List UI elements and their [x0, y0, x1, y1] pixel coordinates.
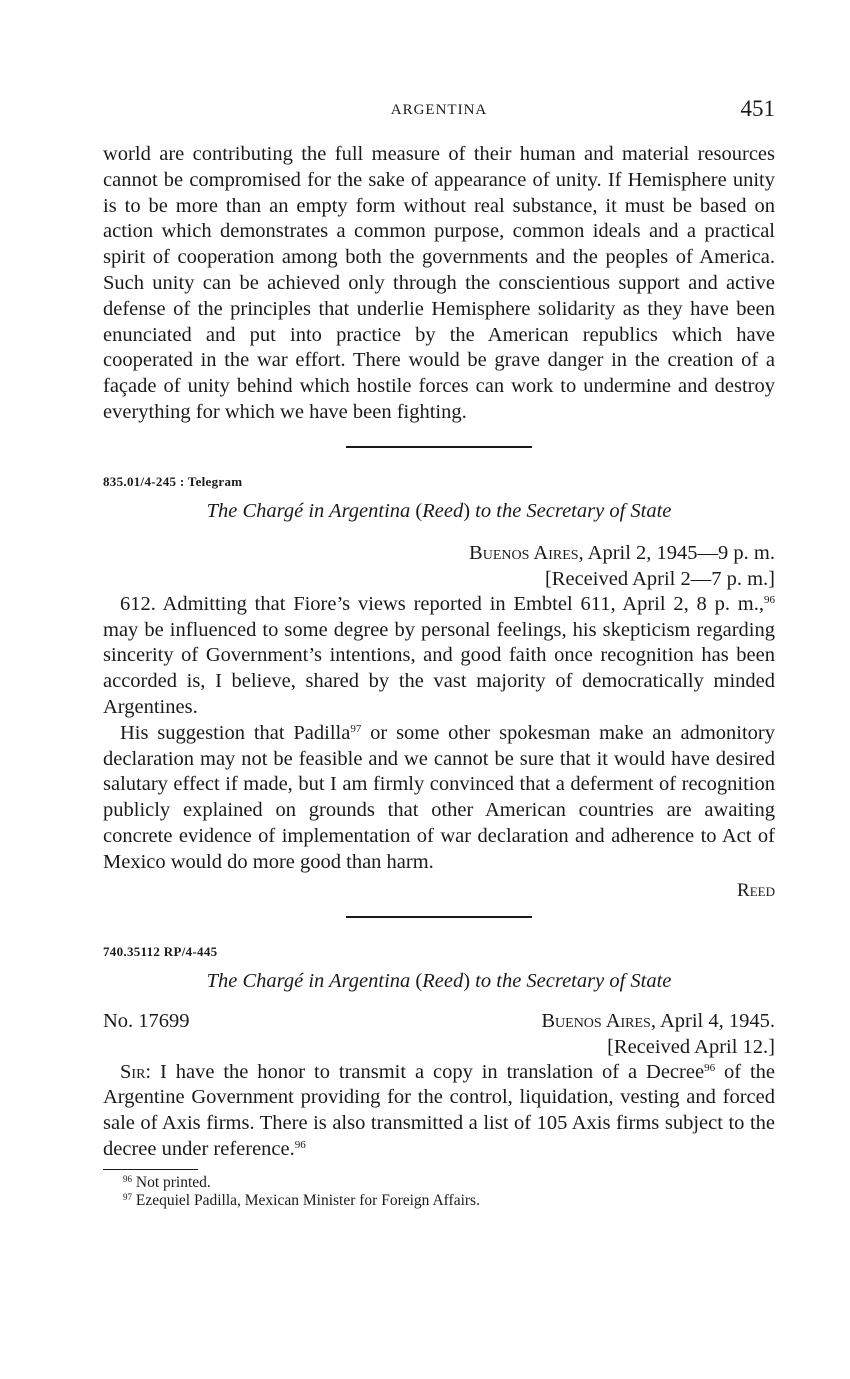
dateline-date: , April 2, 1945—9 p. m.	[578, 541, 775, 564]
dateline-date: , April 4, 1945.	[650, 1009, 775, 1032]
despatch-number: No. 17699	[103, 1009, 190, 1032]
page-body	[103, 142, 775, 1210]
page-header	[103, 96, 775, 128]
footnote	[103, 1174, 775, 1192]
section-divider	[346, 446, 532, 448]
document-title: The Chargé in Argentina (Reed) to the Secretary of State	[206, 499, 672, 522]
continuation-paragraph: world are contributing the full measure of their human and material resources cannot be compromised for the sake of appearance of unity. If Hemisphere unity is to be more than an empty form without real substance, it must be based on action which demonstrates a common purpose, common ideals and a practical spirit of cooperation among both the governments and the peoples of America. Such unity can be achieved only through the conscientious support and active defense of the principles that underlie Hemisphere solidarity as they have been enunciated and put into practice by the American republics which have cooperated in the war effort. There would be grave danger in the creation of a façade of unity behind which hostile forces can work to undermine and destroy everything for which we have been fighting.	[103, 143, 775, 423]
dateline-place: Buenos Aires	[541, 1009, 651, 1032]
document-telegram-612	[103, 474, 775, 904]
dateline	[541, 1008, 775, 1034]
footnote-ref: 96	[764, 593, 775, 606]
footnote-marker: 97	[123, 1192, 132, 1203]
dateline	[103, 540, 775, 566]
running-head: ARGENTINA	[390, 102, 488, 118]
file-number: 740.35112 RP/4-445	[103, 943, 218, 959]
body-paragraph: His suggestion that Padilla$^{97}$ or some other spokesman make an admonitory declaration may not be feasible and we cannot be sure that it would have desired salutary effect if made, but I am firmly convinced that a deferment of recognition publicly explained on grounds that other American countries are awaiting concrete evidence of implementation of war declaration and adherence to Act of Mexico would do more good than harm.	[103, 721, 775, 873]
footnote-ref: 96	[294, 1138, 306, 1151]
signature: Reed	[737, 879, 775, 901]
footnote	[103, 1192, 775, 1210]
received-line: [Received April 12.]	[607, 1035, 775, 1058]
footnote-ref: 96	[704, 1061, 716, 1074]
body-paragraph: 612. Admitting that Fiore’s views reported in Embtel 611, April 2, 8 p. m.,$^{96}$ may be influenced to some degree by personal feelings, his skepticism regarding sincerity of Government’s intentions, and good faith once recognition has been accorded is, I believe, shared by the vast majority of democratically minded Argentines.	[103, 592, 775, 718]
author-name: Reed	[422, 499, 464, 522]
document-despatch-17699	[103, 944, 775, 1163]
file-number: 835.01/4-245 : Telegram	[103, 473, 243, 489]
footnote-marker: 96	[123, 1174, 132, 1185]
body-paragraph: Sir: I have the honor to transmit a copy in translation of a Decree$^{96}$ of the Argentine Government providing for the control, liquidation, vesting and forced sale of Axis firms. There is also transmitted a list of 105 Axis firms subject to the decree under reference.$^{96}$	[103, 1060, 775, 1160]
page-number: 451	[740, 96, 775, 121]
section-divider	[346, 916, 532, 918]
footnote-divider	[103, 1169, 198, 1171]
footnote-ref: 97	[350, 722, 362, 735]
dateline-place: Buenos Aires	[469, 541, 579, 564]
salutation: Sir	[120, 1060, 146, 1083]
footnote-text: Not printed.	[132, 1174, 211, 1192]
number-dateline-row	[103, 1008, 775, 1034]
document-title: The Chargé in Argentina (Reed) to the Secretary of State	[206, 969, 672, 992]
footnote-text: Ezequiel Padilla, Mexican Minister for Foreign Affairs.	[132, 1192, 480, 1210]
received-line: [Received April 2—7 p. m.]	[544, 567, 775, 590]
author-name: Reed	[422, 969, 464, 992]
